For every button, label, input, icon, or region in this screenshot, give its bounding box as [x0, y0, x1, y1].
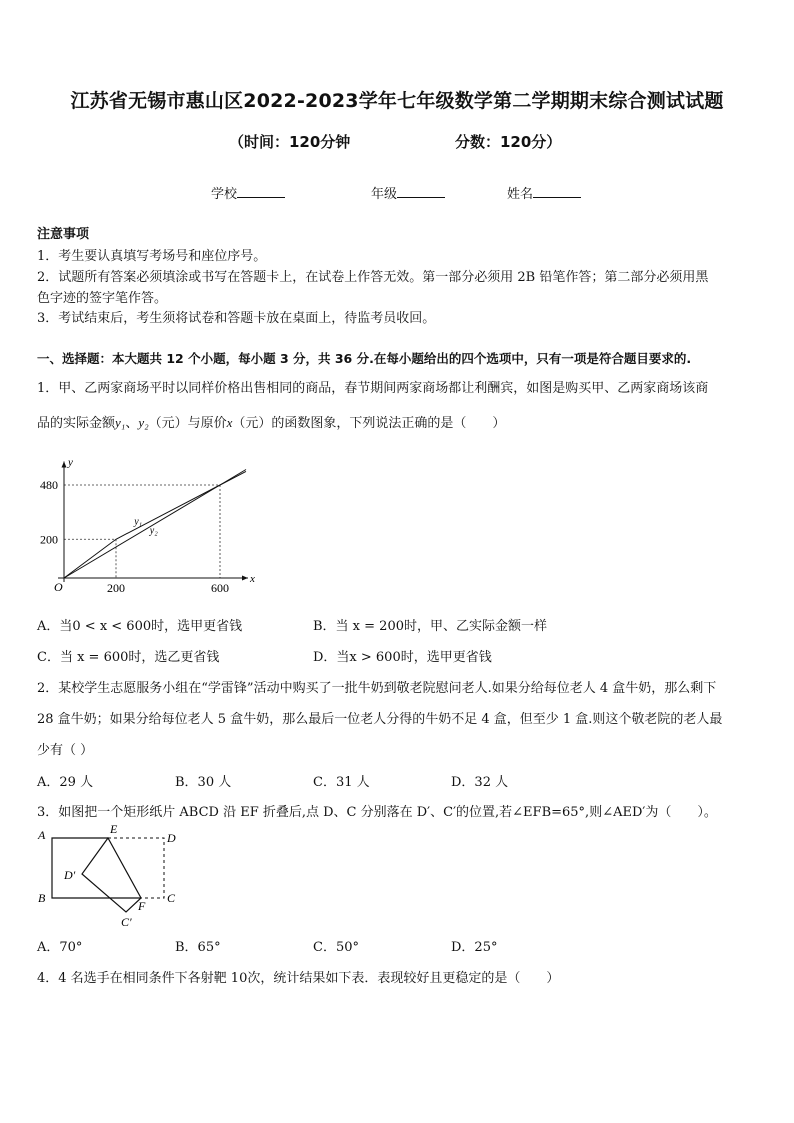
q1-stem-line1: 1．甲、乙两家商场平时以同样价格出售相同的商品，春节期间两家商场都让利酬宾，如图是购买甲、乙两家商场该商: [37, 381, 709, 396]
q1-option-d[interactable]: D．当x > 600时，选甲更省钱: [313, 650, 492, 665]
label-f: F: [138, 899, 146, 913]
q1-function-graph: [36, 452, 255, 602]
q2-option-b[interactable]: B．30 人: [175, 775, 232, 790]
q3-option-b[interactable]: B．65°: [175, 940, 221, 955]
y-tick-label: 480: [40, 478, 58, 492]
grade-blank[interactable]: [397, 185, 445, 198]
school-blank[interactable]: [237, 185, 285, 198]
q3-option-c[interactable]: C．50°: [313, 940, 359, 955]
x-axis-arrow: [242, 576, 248, 581]
q1-option-c[interactable]: C．当 x = 600时，选乙更省钱: [37, 650, 220, 665]
q3-option-d[interactable]: D．25°: [451, 940, 498, 955]
series-label-y2: y₂: [149, 525, 158, 537]
q2-stem-line3: 少有（ ）: [37, 743, 94, 758]
notice-heading: 注意事项: [37, 227, 90, 242]
q3-option-a[interactable]: A．70°: [37, 940, 83, 955]
exam-time: （时间：120分钟: [229, 133, 351, 151]
series-label-y1: y₁: [134, 516, 143, 528]
q2-option-a[interactable]: A．29 人: [37, 775, 94, 790]
q2-stem-line1: 2．某校学生志愿服务小组在“学雷锋”活动中购买了一批牛奶到敬老院慰问老人.如果分给每位老人 4 盒牛奶，那么剩下: [37, 681, 717, 696]
exam-score: 分数：120分）: [455, 133, 562, 151]
label-a: A: [38, 828, 46, 842]
q1-text: 品的实际金额: [37, 416, 116, 431]
label-c: C: [167, 891, 176, 905]
q3-fold-figure: [34, 822, 194, 932]
origin-label: O: [54, 580, 63, 594]
q4-stem: 4．4 名选手在相同条件下各射靶 10次，统计结果如下表．表现较好且更稳定的是（ ）: [37, 971, 560, 986]
y-axis-arrow: [62, 462, 67, 468]
label-d: D: [167, 831, 176, 845]
grade-label: 年级: [371, 187, 398, 202]
y-axis-label: y: [68, 456, 73, 469]
y-tick-label: 200: [40, 532, 58, 547]
grade-field: [371, 183, 445, 202]
label-c-prime: C′: [121, 915, 132, 929]
q1-y2: y₂: [138, 415, 149, 430]
notice-item: 1．考生要认真填写考场号和座位序号。: [37, 249, 267, 264]
label-d-prime: D′: [64, 868, 76, 882]
notice-item: 2．试题所有答案必须填涂或书写在答题卡上，在试卷上作答无效。第一部分必须用 2B 铅笔作答；第二部分必须用黑: [37, 270, 709, 285]
notice-item: 3．考试结束后，考生须将试卷和答题卡放在桌面上，待监考员收回。: [37, 311, 436, 326]
q1-text: （元）与原价: [148, 416, 227, 431]
q1-option-a[interactable]: A．当0 < x < 600时，选甲更省钱: [37, 619, 243, 634]
section-heading: 一、选择题：本大题共 12 个小题，每小题 3 分，共 36 分.在每小题给出的四个选项中，只有一项是符合题目要求的.: [37, 351, 692, 366]
q1-option-b[interactable]: B．当 x = 200时，甲、乙实际金额一样: [313, 619, 547, 634]
x-tick-label: 600: [211, 581, 229, 595]
q2-option-c[interactable]: C．31 人: [313, 775, 370, 790]
school-field: [211, 183, 285, 202]
q1-y1: y₁: [115, 415, 126, 430]
q1-x: x: [226, 415, 233, 430]
series-line-2: [64, 470, 246, 579]
chart-labels: [40, 457, 255, 596]
folded-flap: [82, 838, 141, 912]
q1-sep: 、: [125, 416, 139, 431]
name-blank[interactable]: [533, 185, 581, 198]
q1-text: （元）的函数图象，下列说法正确的是（ ）: [232, 416, 506, 431]
label-b: B: [38, 891, 46, 905]
label-e: E: [110, 822, 118, 836]
q1-stem-line2: [37, 412, 505, 431]
notice-item: 色字迹的签字笔作答。: [37, 291, 168, 306]
q2-option-d[interactable]: D．32 人: [451, 775, 509, 790]
name-label: 姓名: [507, 187, 534, 202]
q2-stem-line2: 28 盒牛奶；如果分给每位老人 5 盒牛奶，那么最后一位老人分得的牛奶不足 4 盒，但至少 1 盒.则这个敬老院的老人最: [37, 712, 723, 727]
page-title: 江苏省无锡市惠山区2022-2023学年七年级数学第二学期期末综合测试试题: [70, 90, 724, 112]
name-field: [507, 183, 581, 202]
school-label: 学校: [211, 187, 238, 202]
x-tick-label: 200: [107, 581, 125, 595]
x-axis-label: x: [250, 573, 255, 585]
q3-stem: 3．如图把一个矩形纸片 ABCD 沿 EF 折叠后,点 D、C 分别落在 D′、C′的位置,若∠EFB=65°,则∠AED′为（ ）。: [37, 805, 717, 820]
series-lines: [64, 470, 246, 579]
